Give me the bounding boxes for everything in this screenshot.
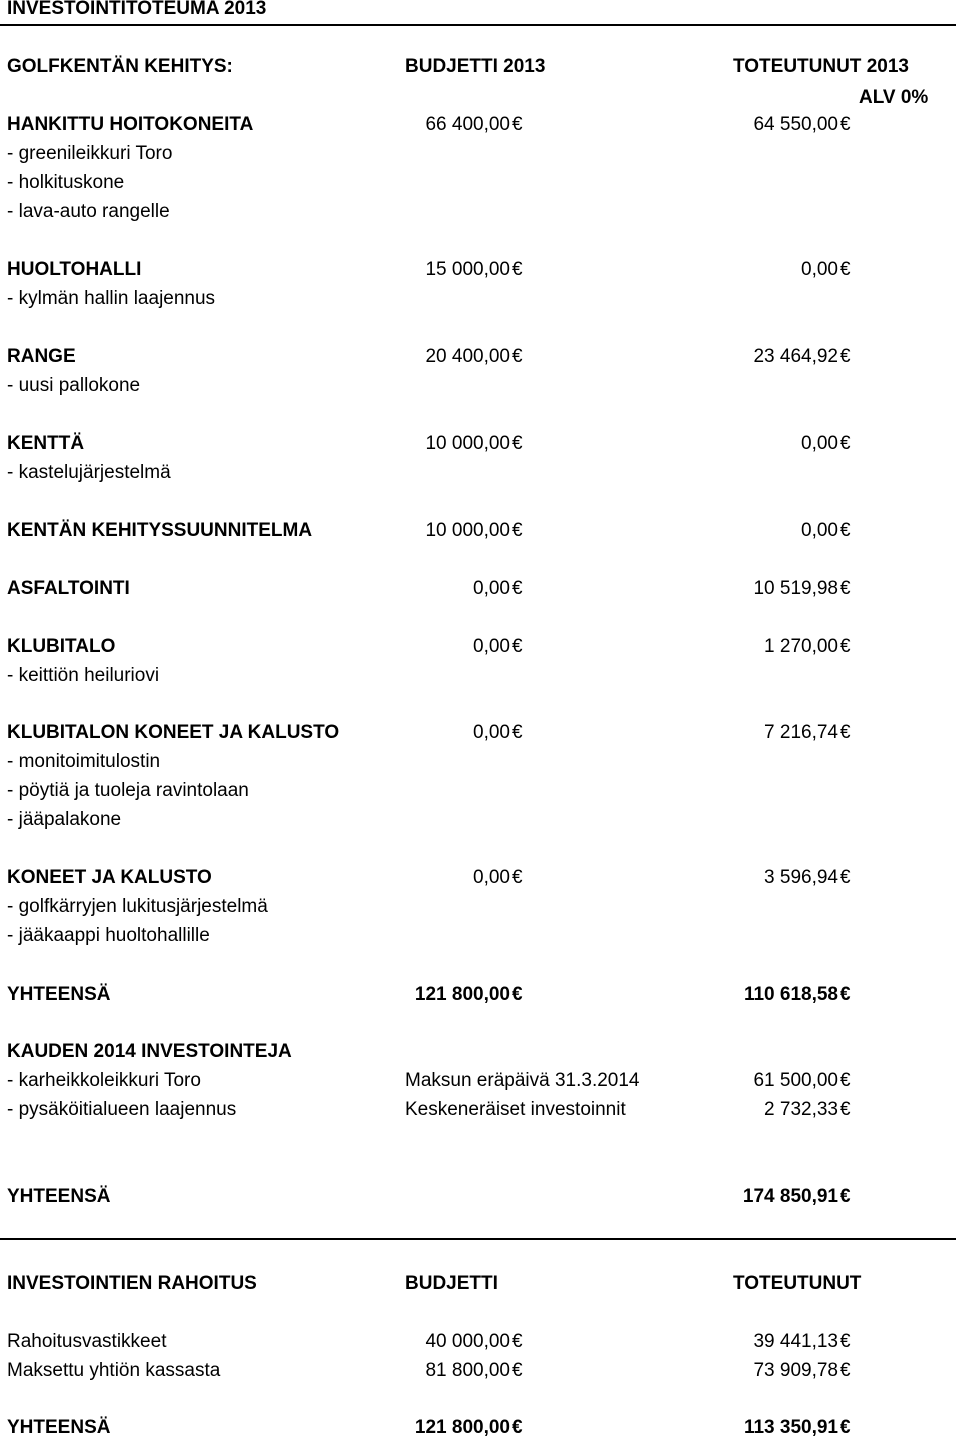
financing-row-budget: 81 800,00: [425, 1360, 510, 1381]
euro-sign: €: [512, 1417, 523, 1438]
euro-sign: €: [512, 867, 523, 888]
item-detail: - holkituskone: [7, 172, 125, 193]
euro-sign: €: [840, 433, 851, 454]
financing-row-actual: 73 909,78: [753, 1360, 838, 1381]
vat-label: ALV 0%: [859, 87, 929, 108]
euro-sign: €: [512, 722, 523, 743]
total-label: YHTEENSÄ: [7, 984, 111, 1005]
euro-sign: €: [840, 1070, 851, 1091]
euro-sign: €: [512, 346, 523, 367]
item-name: KENTÄN KEHITYSSUUNNITELMA: [7, 520, 313, 541]
euro-sign: €: [840, 520, 851, 541]
euro-sign: €: [840, 636, 851, 657]
euro-sign: €: [840, 1186, 851, 1207]
euro-sign: €: [840, 722, 851, 743]
season-heading: KAUDEN 2014 INVESTOINTEJA: [7, 1041, 292, 1062]
financing-heading: INVESTOINTIEN RAHOITUS: [7, 1273, 257, 1294]
item-actual: 0,00: [801, 520, 838, 541]
euro-sign: €: [512, 259, 523, 280]
financing-row-name: Maksettu yhtiön kassasta: [7, 1360, 221, 1381]
item-actual: 1 270,00: [764, 636, 838, 657]
euro-sign: €: [840, 1331, 851, 1352]
item-actual: 0,00: [801, 259, 838, 280]
item-budget: 0,00: [473, 867, 510, 888]
column-header-actual: TOTEUTUNUT 2013: [733, 56, 909, 77]
item-name: KENTTÄ: [7, 433, 85, 454]
financing-row-name: Rahoitusvastikkeet: [7, 1331, 167, 1352]
item-actual: 64 550,00: [753, 114, 838, 135]
item-actual: 23 464,92: [753, 346, 838, 367]
season-item-name: - karheikkoleikkuri Toro: [7, 1070, 201, 1091]
euro-sign: €: [512, 1360, 523, 1381]
euro-sign: €: [840, 346, 851, 367]
euro-sign: €: [512, 433, 523, 454]
euro-sign: €: [840, 984, 851, 1005]
season-item-amount: 2 732,33: [764, 1099, 838, 1120]
euro-sign: €: [512, 114, 523, 135]
total-actual: 110 618,58: [743, 984, 838, 1005]
item-detail: - jääpalakone: [7, 809, 122, 830]
title-rule: [0, 24, 956, 26]
financing-budget-label: BUDJETTI: [405, 1273, 498, 1294]
season-item-name: - pysäköitialueen laajennus: [7, 1099, 237, 1120]
total-label: YHTEENSÄ: [7, 1417, 111, 1438]
season-item-note: Keskeneräiset investoinnit: [405, 1099, 626, 1120]
total-actual: 113 350,91: [743, 1417, 838, 1438]
item-budget: 20 400,00: [425, 346, 510, 367]
item-budget: 10 000,00: [425, 520, 510, 541]
euro-sign: €: [512, 520, 523, 541]
total-budget: 121 800,00: [414, 1417, 510, 1438]
euro-sign: €: [840, 259, 851, 280]
item-budget: 0,00: [473, 636, 510, 657]
euro-sign: €: [840, 1360, 851, 1381]
season-item-note: Maksun eräpäivä 31.3.2014: [405, 1070, 640, 1091]
item-budget: 0,00: [473, 722, 510, 743]
euro-sign: €: [840, 1099, 851, 1120]
item-detail: - golfkärryjen lukitusjärjestelmä: [7, 896, 268, 917]
item-name: ASFALTOINTI: [7, 578, 130, 599]
total-budget: 121 800,00: [414, 984, 510, 1005]
item-detail: - uusi pallokone: [7, 375, 141, 396]
euro-sign: €: [512, 1331, 523, 1352]
page-title: INVESTOINTITOTEUMA 2013: [7, 0, 267, 19]
item-detail: - kylmän hallin laajennus: [7, 288, 216, 309]
item-name: HANKITTU HOITOKONEITA: [7, 114, 254, 135]
column-header-budget: BUDJETTI 2013: [405, 56, 546, 77]
item-detail: - lava-auto rangelle: [7, 201, 170, 222]
item-name: KONEET JA KALUSTO: [7, 867, 212, 888]
item-budget: 0,00: [473, 578, 510, 599]
item-name: KLUBITALO: [7, 636, 116, 657]
item-detail: - pöytiä ja tuoleja ravintolaan: [7, 780, 249, 801]
item-name: HUOLTOHALLI: [7, 259, 142, 280]
euro-sign: €: [512, 984, 523, 1005]
item-detail: - jääkaappi huoltohallille: [7, 925, 210, 946]
item-actual: 0,00: [801, 433, 838, 454]
item-actual: 3 596,94: [764, 867, 838, 888]
item-detail: - kastelujärjestelmä: [7, 462, 171, 483]
column-header-section: GOLFKENTÄN KEHITYS:: [7, 56, 233, 77]
euro-sign: €: [840, 867, 851, 888]
total-amount: 174 850,91: [742, 1186, 838, 1207]
item-actual: 10 519,98: [753, 578, 838, 599]
total-label: YHTEENSÄ: [7, 1186, 111, 1207]
euro-sign: €: [840, 1417, 851, 1438]
item-name: KLUBITALON KONEET JA KALUSTO: [7, 722, 340, 743]
item-detail: - greenileikkuri Toro: [7, 143, 173, 164]
euro-sign: €: [512, 636, 523, 657]
financing-row-actual: 39 441,13: [753, 1331, 838, 1352]
section-rule: [0, 1238, 956, 1240]
season-item-amount: 61 500,00: [753, 1070, 838, 1091]
financing-row-budget: 40 000,00: [425, 1331, 510, 1352]
item-budget: 10 000,00: [425, 433, 510, 454]
item-name: RANGE: [7, 346, 76, 367]
euro-sign: €: [512, 578, 523, 599]
euro-sign: €: [840, 578, 851, 599]
item-budget: 66 400,00: [425, 114, 510, 135]
euro-sign: €: [840, 114, 851, 135]
item-detail: - keittiön heiluriovi: [7, 665, 160, 686]
item-actual: 7 216,74: [764, 722, 838, 743]
item-detail: - monitoimitulostin: [7, 751, 161, 772]
item-budget: 15 000,00: [425, 259, 510, 280]
financing-actual-label: TOTEUTUNUT: [733, 1273, 862, 1294]
